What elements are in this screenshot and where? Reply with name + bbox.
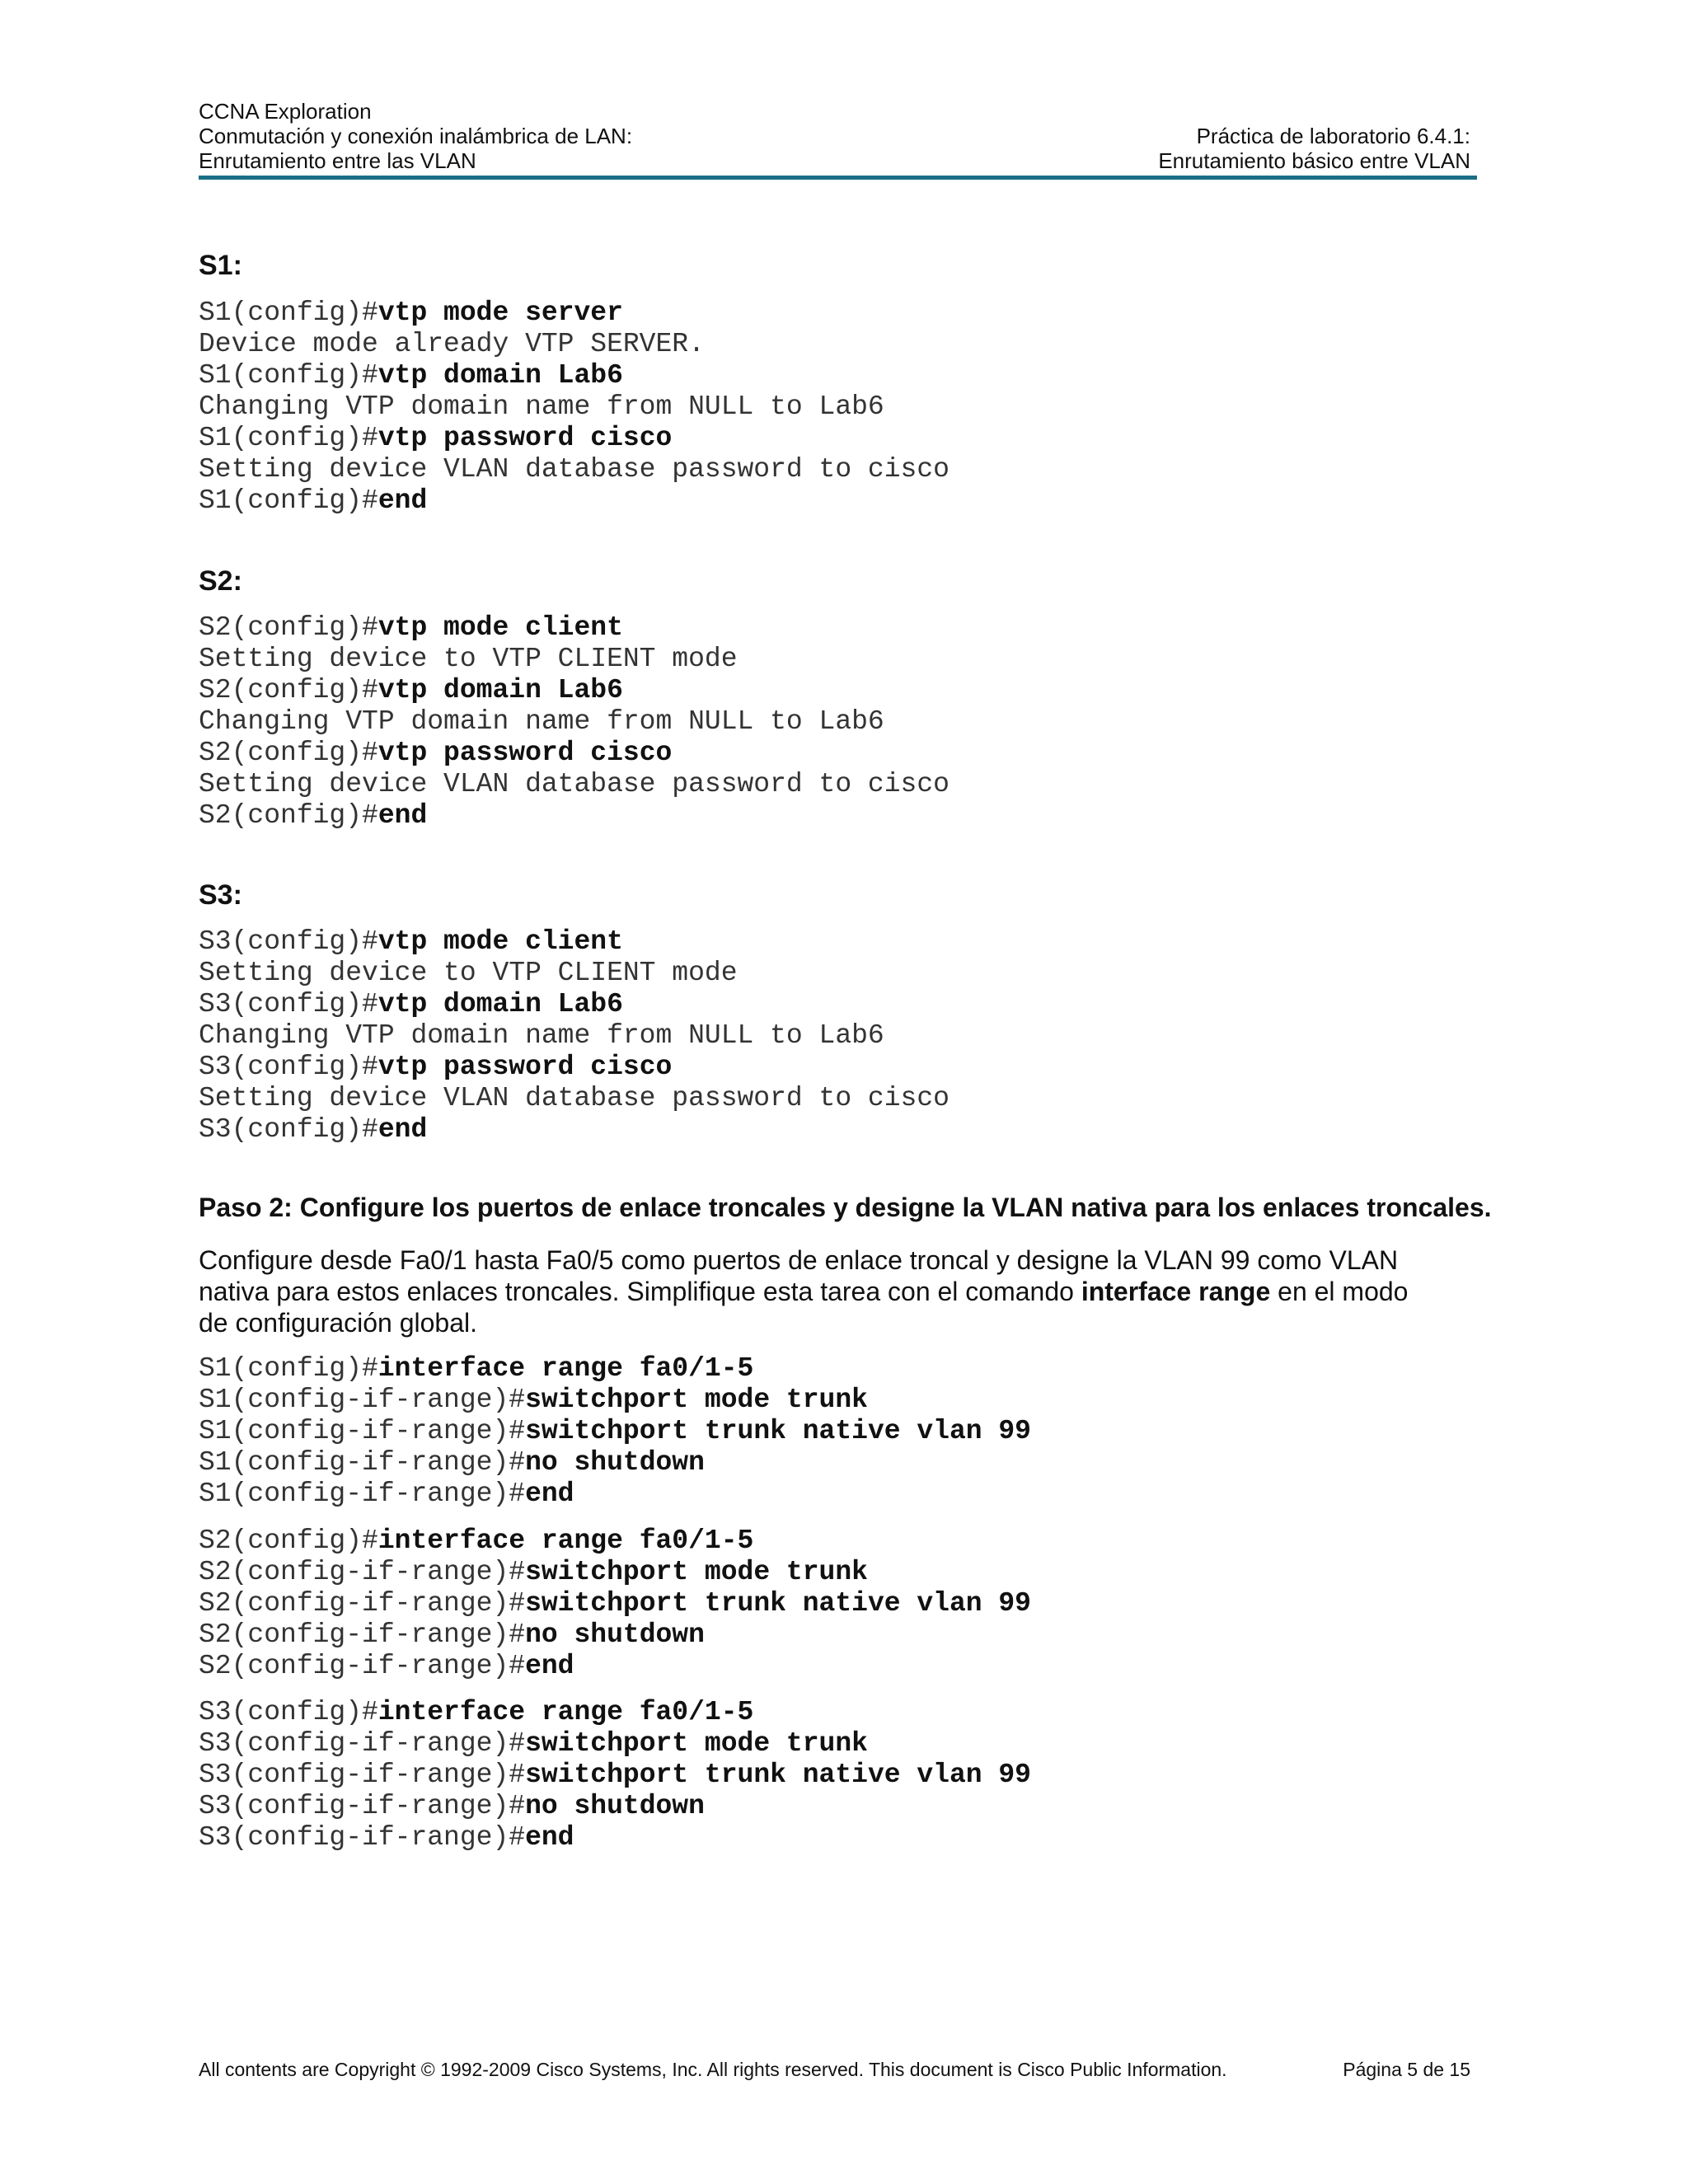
code-line [199, 1791, 1031, 1822]
header-lab-title: Enrutamiento básico entre VLAN [1158, 148, 1470, 173]
header-course-info [199, 99, 632, 173]
code-prompt: S1(config)# [199, 298, 378, 328]
code-command: vtp password cisco [377, 738, 673, 768]
step-description-text: nativa para estos enlaces troncales. Simplifique esta tarea con el comando [199, 1277, 1081, 1306]
code-command: no shutdown [525, 1447, 705, 1478]
step-description-command: interface range [1081, 1277, 1271, 1306]
code-line [199, 1052, 950, 1083]
code-line [199, 644, 950, 675]
code-line [199, 1083, 950, 1114]
code-command: end [377, 800, 428, 831]
code-command: end [525, 1479, 574, 1509]
code-command: vtp password cisco [377, 1052, 673, 1082]
code-prompt: Changing VTP domain name from NULL to Lab6 [199, 1020, 884, 1051]
code-prompt: Device mode already VTP SERVER. [199, 329, 705, 359]
code-prompt: S2(config)# [199, 675, 378, 705]
section-title-s3: S3: [199, 879, 242, 911]
code-command: switchport trunk native vlan 99 [525, 1588, 1031, 1619]
step-description [199, 1244, 1484, 1338]
header-chapter-title: Enrutamiento entre las VLAN [199, 148, 476, 173]
code-prompt: Changing VTP domain name from NULL to Lab6 [199, 706, 884, 737]
code-line [199, 1822, 1031, 1854]
code-command: interface range fa0/1-5 [377, 1353, 754, 1384]
code-prompt: S2(config)# [199, 612, 378, 643]
section-title-s2: S2: [199, 565, 242, 597]
code-prompt: S2(config)# [199, 800, 378, 831]
code-prompt: S1(config)# [199, 360, 378, 391]
code-line [199, 1588, 1031, 1619]
footer-page-number: Página 5 de 15 [1343, 2059, 1470, 2080]
code-block-s2 [199, 612, 950, 832]
code-line [199, 706, 950, 738]
code-line [199, 989, 950, 1020]
code-line [199, 1651, 1031, 1682]
code-line [199, 1697, 1031, 1728]
code-command: end [525, 1651, 574, 1681]
code-line [199, 360, 950, 391]
code-command: vtp mode client [377, 926, 623, 957]
code-command: switchport mode trunk [525, 1385, 868, 1415]
code-prompt: S2(config)# [199, 738, 378, 768]
code-prompt: S1(config-if-range)# [199, 1385, 526, 1415]
code-prompt: Changing VTP domain name from NULL to Lab6 [199, 391, 884, 422]
code-line [199, 329, 950, 360]
code-command: end [377, 485, 428, 516]
code-command: vtp domain Lab6 [377, 675, 623, 705]
code-line [199, 485, 950, 517]
code-line [199, 298, 950, 329]
code-line [199, 1526, 1031, 1557]
code-command: vtp domain Lab6 [377, 989, 623, 1019]
footer-copyright: All contents are Copyright © 1992-2009 Cisco Systems, Inc. All rights reserved. This document is Cisco Public Information. [199, 2059, 1227, 2080]
code-command: no shutdown [525, 1619, 705, 1650]
trunk-block-s3 [199, 1697, 1031, 1854]
code-line [199, 738, 950, 769]
step-title: Paso 2: Configure los puertos de enlace troncales y designe la VLAN nativa para los enlaces troncales. [199, 1193, 1492, 1222]
code-command: vtp domain Lab6 [377, 360, 623, 391]
code-line [199, 675, 950, 706]
code-line [199, 1557, 1031, 1588]
code-command: end [377, 1114, 428, 1145]
code-command: vtp mode server [377, 298, 623, 328]
code-line [199, 1353, 1031, 1385]
step-description-line-2 [199, 1276, 1484, 1307]
code-prompt: S1(config-if-range)# [199, 1416, 526, 1446]
code-line [199, 926, 950, 958]
code-line [199, 1020, 950, 1052]
header-module-title: Conmutación y conexión inalámbrica de LAN: [199, 124, 633, 148]
code-line [199, 1728, 1031, 1760]
code-line [199, 454, 950, 485]
code-prompt: S1(config-if-range)# [199, 1447, 526, 1478]
code-command: vtp mode client [377, 612, 623, 643]
code-block-s1 [199, 298, 950, 517]
code-prompt: S1(config)# [199, 423, 378, 453]
code-prompt: S1(config)# [199, 485, 378, 516]
trunk-block-s1 [199, 1353, 1031, 1510]
code-prompt: S1(config-if-range)# [199, 1479, 526, 1509]
code-prompt: S1(config)# [199, 1353, 378, 1384]
code-line [199, 1114, 950, 1146]
code-prompt: Setting device VLAN database password to cisco [199, 769, 950, 799]
code-prompt: S3(config-if-range)# [199, 1822, 526, 1853]
code-line [199, 423, 950, 454]
page-header [199, 99, 1477, 180]
code-prompt: S3(config)# [199, 989, 378, 1019]
code-prompt: S2(config-if-range)# [199, 1651, 526, 1681]
code-command: interface range fa0/1-5 [377, 1697, 754, 1727]
code-prompt: S3(config)# [199, 1114, 378, 1145]
code-command: no shutdown [525, 1791, 705, 1821]
header-lab-info [1158, 124, 1470, 173]
header-lab-number: Práctica de laboratorio 6.4.1: [1196, 124, 1470, 148]
header-course-title: CCNA Exploration [199, 99, 372, 124]
trunk-block-s2 [199, 1526, 1031, 1682]
code-command: switchport mode trunk [525, 1557, 868, 1587]
code-line [199, 1619, 1031, 1651]
code-line [199, 391, 950, 423]
code-prompt: S3(config-if-range)# [199, 1760, 526, 1790]
code-line [199, 1447, 1031, 1479]
code-prompt: S2(config)# [199, 1526, 378, 1556]
code-command: switchport trunk native vlan 99 [525, 1760, 1031, 1790]
code-command: interface range fa0/1-5 [377, 1526, 754, 1556]
code-block-s3 [199, 926, 950, 1146]
code-line [199, 1760, 1031, 1791]
step-description-text: en el modo [1270, 1277, 1409, 1306]
step-description-line-1: Configure desde Fa0/1 hasta Fa0/5 como puertos de enlace troncal y designe la VLAN 99 como VLAN [199, 1245, 1399, 1275]
code-command: end [525, 1822, 574, 1853]
code-prompt: Setting device VLAN database password to cisco [199, 454, 950, 485]
code-command: vtp password cisco [377, 423, 673, 453]
section-title-s1: S1: [199, 250, 242, 281]
code-line [199, 612, 950, 644]
code-prompt: Setting device VLAN database password to cisco [199, 1083, 950, 1113]
code-command: switchport mode trunk [525, 1728, 868, 1759]
code-prompt: S2(config-if-range)# [199, 1619, 526, 1650]
code-prompt: Setting device to VTP CLIENT mode [199, 644, 738, 674]
code-prompt: S3(config)# [199, 1697, 378, 1727]
code-prompt: S2(config-if-range)# [199, 1588, 526, 1619]
code-line [199, 1385, 1031, 1416]
code-line [199, 769, 950, 800]
code-command: switchport trunk native vlan 99 [525, 1416, 1031, 1446]
step-description-line-3: de configuración global. [199, 1308, 478, 1338]
code-prompt: S3(config)# [199, 1052, 378, 1082]
code-prompt: S3(config-if-range)# [199, 1728, 526, 1759]
code-line [199, 1479, 1031, 1510]
code-line [199, 800, 950, 832]
code-prompt: S2(config-if-range)# [199, 1557, 526, 1587]
code-prompt: S3(config-if-range)# [199, 1791, 526, 1821]
code-line [199, 1416, 1031, 1447]
code-prompt: Setting device to VTP CLIENT mode [199, 958, 738, 988]
code-line [199, 958, 950, 989]
code-prompt: S3(config)# [199, 926, 378, 957]
